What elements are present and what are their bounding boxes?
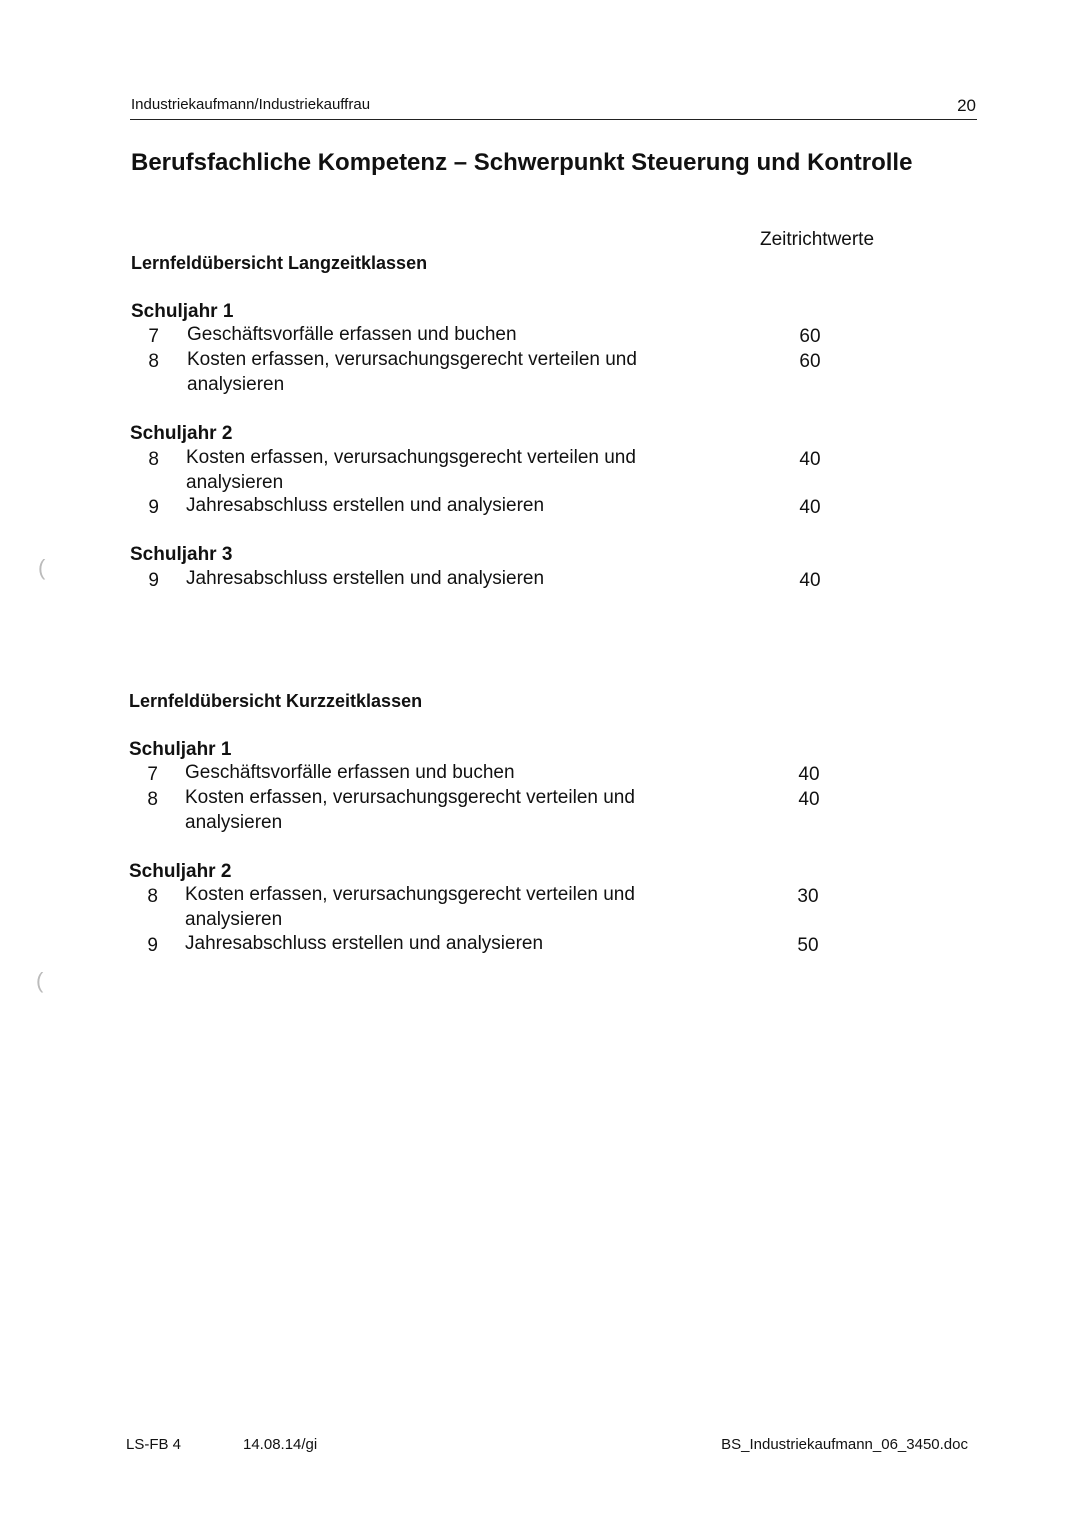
item-number: 8: [148, 449, 159, 470]
footer-filename: BS_Industriekaufmann_06_3450.doc: [721, 1436, 968, 1453]
page-title: Berufsfachliche Kompetenz – Schwerpunkt Steuerung und Kontrolle: [131, 149, 913, 176]
item-text-continued: analysieren: [187, 374, 285, 395]
item-number: 9: [148, 570, 159, 591]
item-text: Jahresabschluss erstellen und analysieren: [186, 495, 545, 516]
item-hours: 60: [799, 326, 821, 347]
item-hours: 40: [799, 570, 821, 591]
item-text: Kosten erfassen, verursachungsgerecht verteilen und: [187, 349, 637, 370]
year-label: Schuljahr 2: [129, 861, 232, 882]
item-text-continued: analysieren: [185, 812, 283, 833]
footer-code: LS-FB 4: [126, 1436, 182, 1453]
scan-artifact: (: [36, 968, 44, 993]
header-title: Industriekaufmann/Industriekauffrau: [131, 96, 371, 113]
item-hours: 40: [798, 764, 820, 785]
section-title: Lernfeldübersicht Langzeitklassen: [131, 253, 428, 273]
item-text: Jahresabschluss erstellen und analysieren: [186, 568, 545, 589]
item-hours: 40: [799, 449, 821, 470]
footer-date: 14.08.14/gi: [243, 1436, 318, 1453]
section-title: Lernfeldübersicht Kurzzeitklassen: [129, 691, 423, 711]
item-hours: 60: [799, 351, 821, 372]
item-number: 7: [148, 326, 159, 347]
item-hours: 30: [797, 886, 819, 907]
item-number: 8: [147, 886, 158, 907]
item-text: Kosten erfassen, verursachungsgerecht verteilen und: [186, 447, 636, 468]
column-header-zeitrichtwerte: Zeitrichtwerte: [760, 229, 875, 250]
item-number: 8: [147, 789, 158, 810]
header-rule: [130, 119, 977, 120]
item-text: Jahresabschluss erstellen und analysieren: [185, 933, 544, 954]
item-text: Geschäftsvorfälle erfassen und buchen: [187, 324, 517, 345]
item-text: Geschäftsvorfälle erfassen und buchen: [185, 762, 515, 783]
item-text: Kosten erfassen, verursachungsgerecht verteilen und: [185, 884, 635, 905]
item-hours: 40: [798, 789, 820, 810]
item-hours: 40: [799, 497, 821, 518]
scan-artifact: (: [38, 555, 46, 580]
item-number: 9: [148, 497, 159, 518]
page-number: 20: [957, 96, 976, 115]
item-hours: 50: [797, 935, 819, 956]
year-label: Schuljahr 3: [130, 544, 233, 565]
item-text-continued: analysieren: [186, 472, 284, 493]
item-text: Kosten erfassen, verursachungsgerecht verteilen und: [185, 787, 635, 808]
item-number: 8: [148, 351, 159, 372]
item-number: 9: [147, 935, 158, 956]
year-label: Schuljahr 2: [130, 423, 233, 444]
item-text-continued: analysieren: [185, 909, 283, 930]
item-number: 7: [147, 764, 158, 785]
year-label: Schuljahr 1: [131, 301, 234, 322]
year-label: Schuljahr 1: [129, 739, 232, 760]
